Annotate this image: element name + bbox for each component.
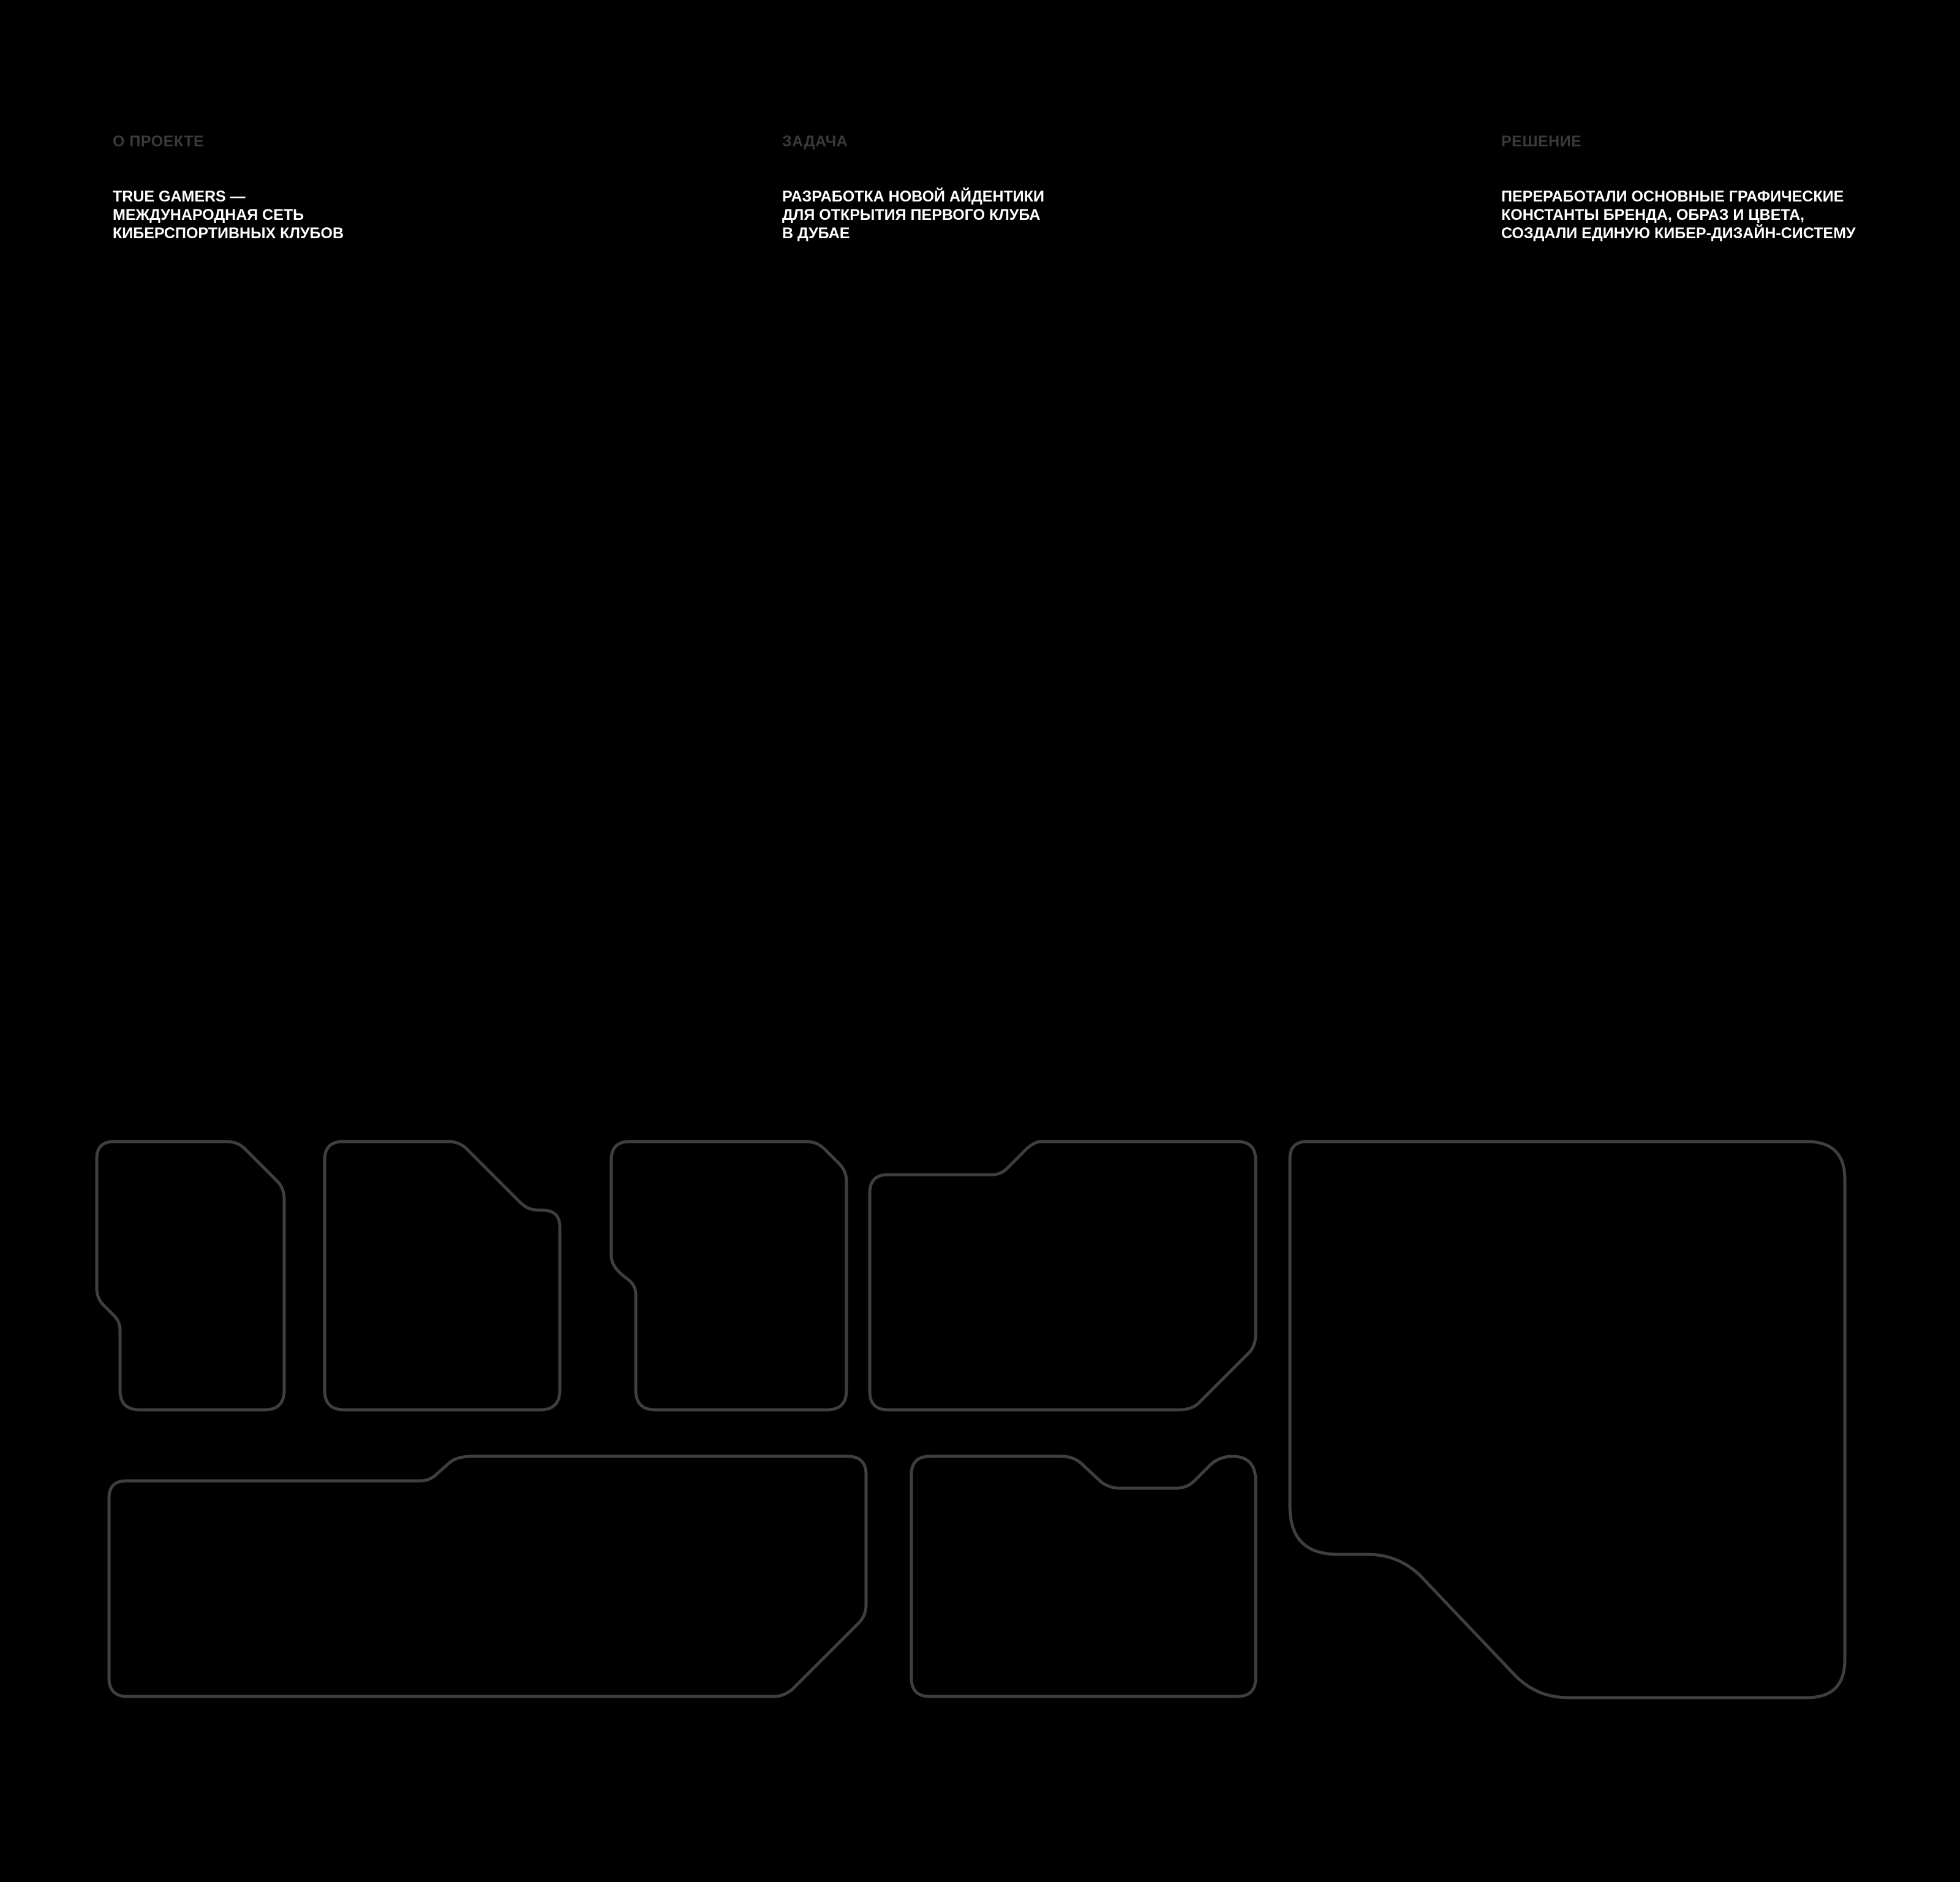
solution-label: РЕШЕНИЕ (1501, 133, 1582, 150)
cyber-shape-6 (109, 1456, 866, 1696)
about-text: TRUE GAMERS — МЕЖДУНАРОДНАЯ СЕТЬ КИБЕРСПОРТИВНЫХ КЛУБОВ (113, 188, 344, 242)
cyber-shape-7 (911, 1456, 1256, 1696)
task-label: ЗАДАЧА (782, 133, 848, 150)
cyber-shape-3 (611, 1142, 846, 1410)
solution-text: ПЕРЕРАБОТАЛИ ОСНОВНЫЕ ГРАФИЧЕСКИЕ КОНСТАНТЫ БРЕНДА, ОБРАЗ И ЦВЕТА, СОЗДАЛИ ЕДИНУЮ КИБЕР-ДИЗАЙН-СИСТЕМУ (1501, 188, 1856, 242)
about-label: О ПРОЕКТЕ (113, 133, 205, 150)
cyber-shape-2 (325, 1142, 560, 1410)
cyber-shape-1 (97, 1142, 284, 1410)
task-text: РАЗРАБОТКА НОВОЙ АЙДЕНТИКИ ДЛЯ ОТКРЫТИЯ ПЕРВОГО КЛУБА В ДУБАЕ (782, 188, 1044, 242)
cyber-shape-4 (870, 1142, 1256, 1410)
cyber-shape-5 (1290, 1142, 1845, 1698)
